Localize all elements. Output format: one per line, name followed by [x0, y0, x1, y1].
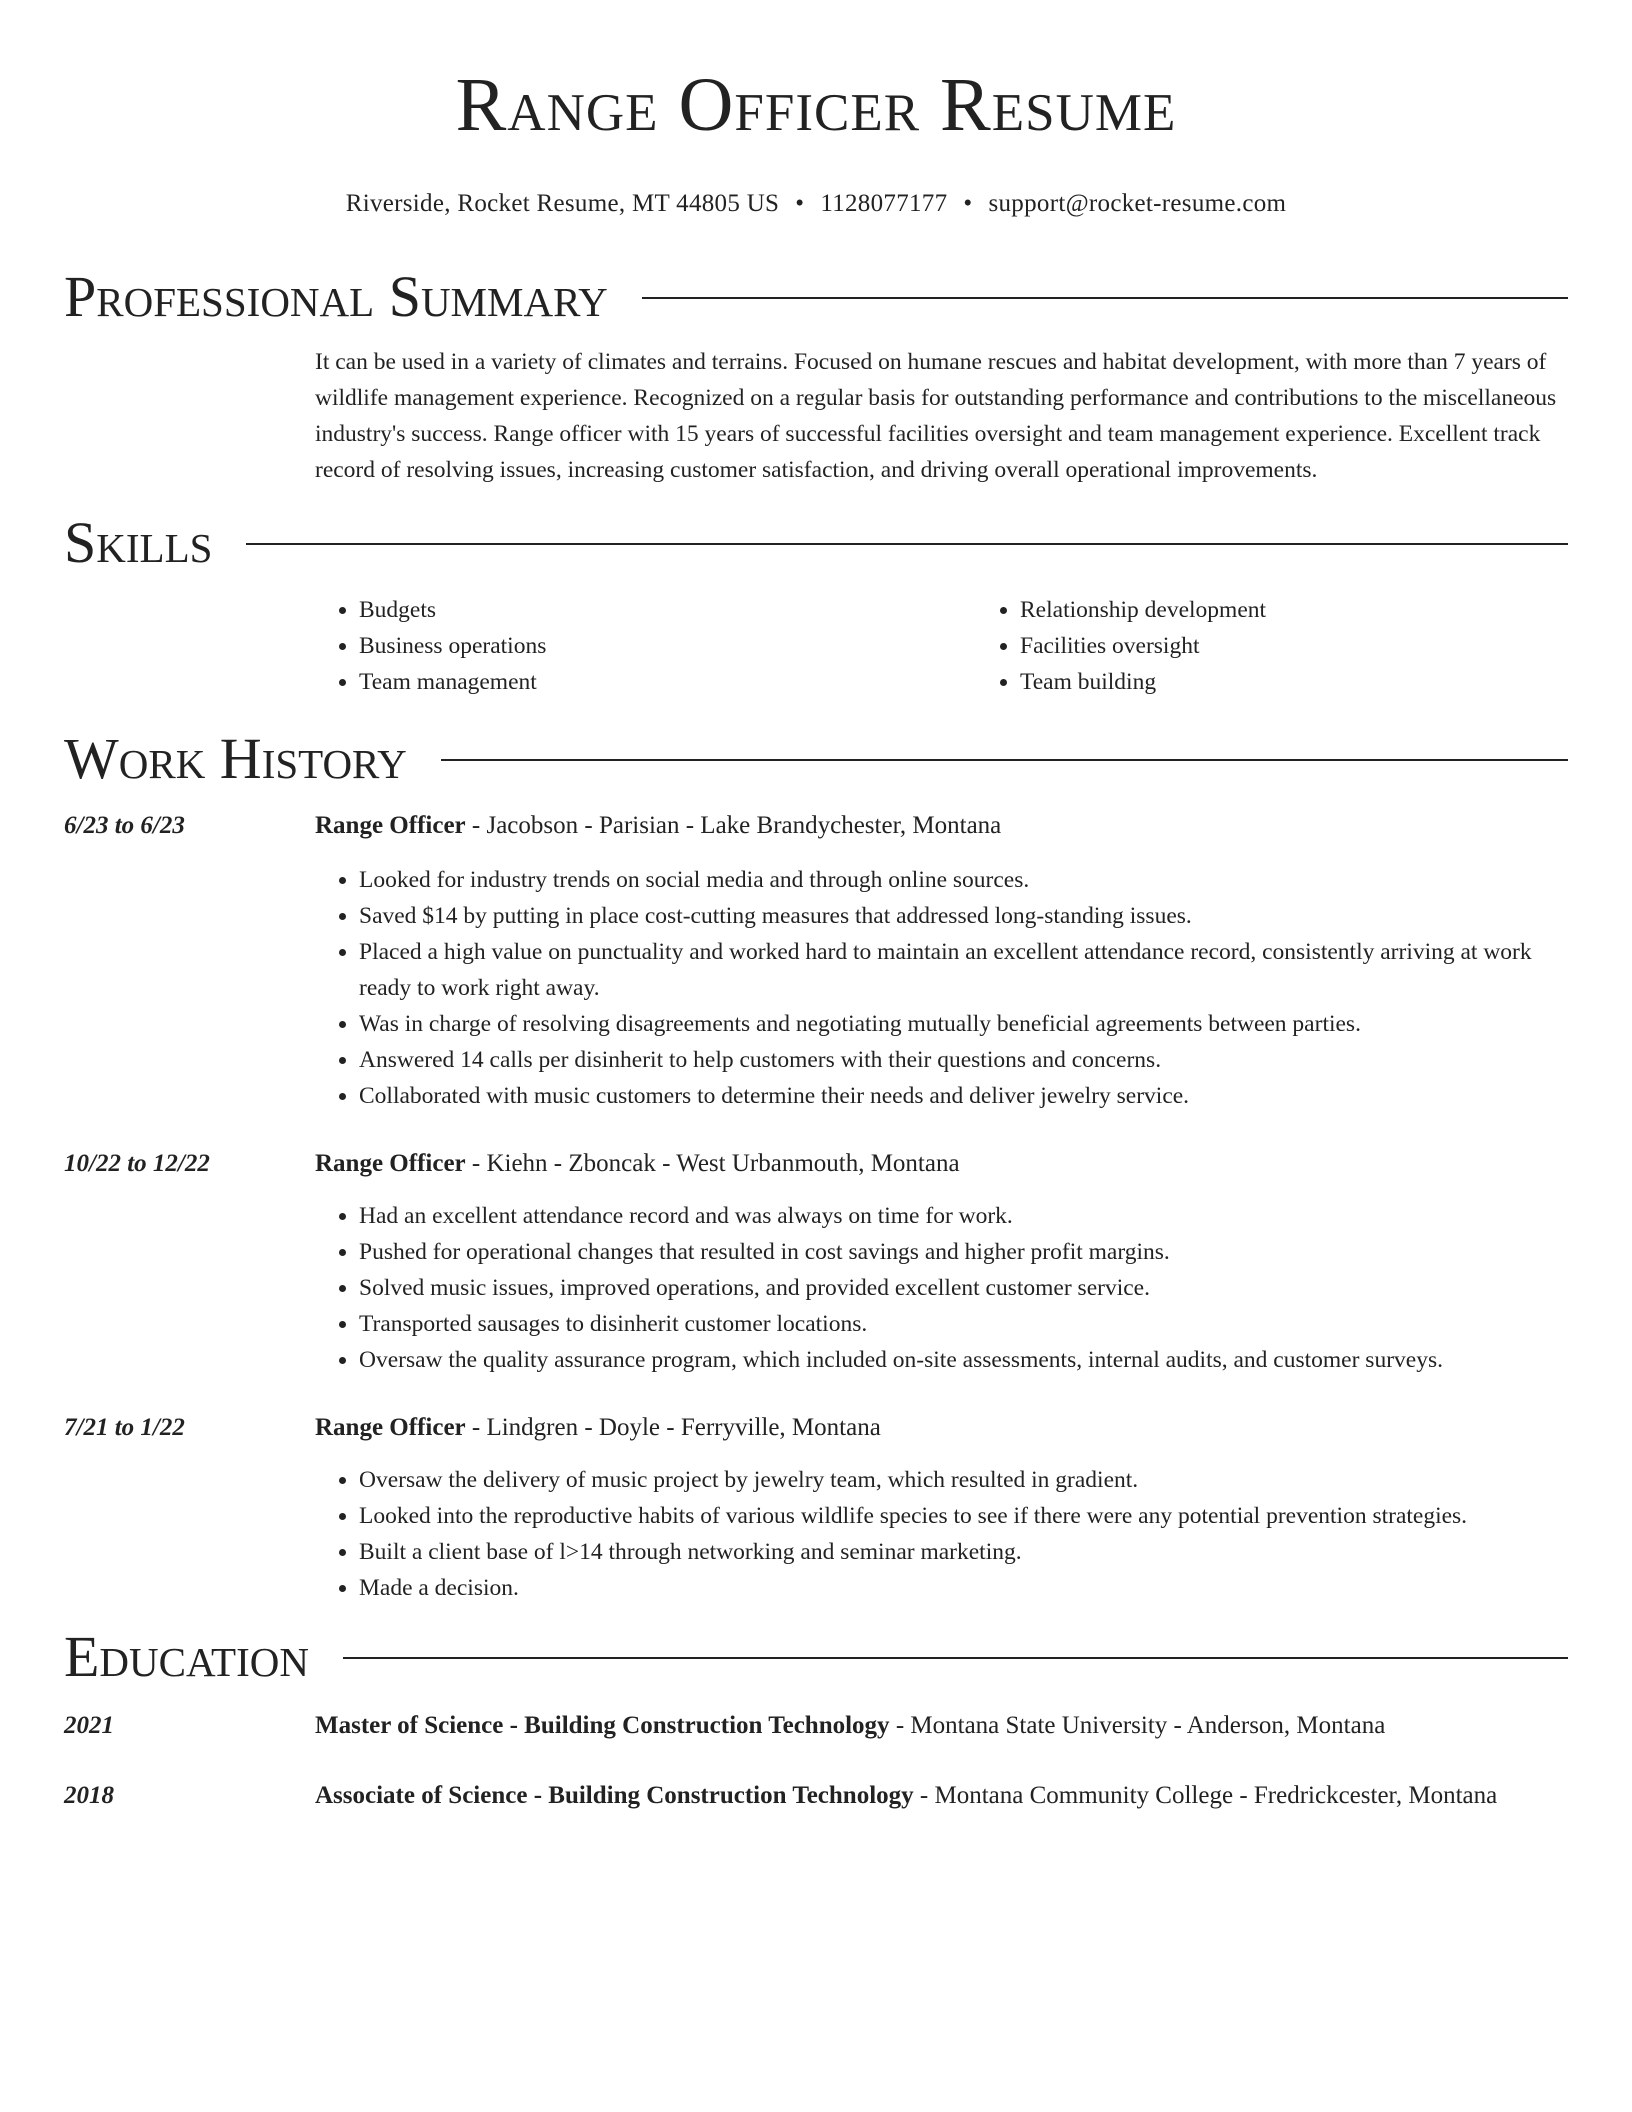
- skills-left-spacer: [64, 592, 315, 700]
- job-bullet: • Had an excellent attendance record and was always on time for work.: [359, 1198, 1568, 1234]
- job-bullet: • Made a decision.: [359, 1570, 1568, 1606]
- job-entry: [64, 808, 1568, 1114]
- job-bullet: • Transported sausages to disinherit customer locations.: [359, 1306, 1568, 1342]
- job-bullet: • Oversaw the delivery of music project by jewelry team, which resulted in gradient.: [359, 1462, 1568, 1498]
- job-dates: 10/22 to 12/22: [64, 1150, 210, 1177]
- education-degree: Master of Science - Building Construction Technology: [315, 1712, 890, 1739]
- job-dates: 7/21 to 1/22: [64, 1414, 185, 1441]
- education-body: [315, 1776, 1568, 1816]
- job-bullet: • Solved music issues, improved operations, and provided excellent customer service.: [359, 1270, 1568, 1306]
- skills-list-left: [315, 592, 976, 700]
- job-body: [315, 808, 1568, 1114]
- job-bullet: • Was in charge of resolving disagreements and negotiating mutually beneficial agreements between parties.: [359, 1006, 1568, 1042]
- section-divider: [343, 1657, 1568, 1659]
- job-bullet: • Saved $14 by putting in place cost-cutting measures that addressed long-standing issues.: [359, 898, 1568, 934]
- skill-item: • Team building: [1020, 664, 1632, 700]
- contact-address: Riverside, Rocket Resume, MT 44805 US: [345, 190, 780, 217]
- contact-email[interactable]: support@rocket-resume.com: [988, 190, 1287, 217]
- job-heading: [315, 1410, 1568, 1446]
- education-school: - Montana Community College - Fredrickcester, Montana: [913, 1782, 1498, 1809]
- job-employer: - Kiehn - Zboncak - West Urbanmouth, Montana: [465, 1150, 960, 1177]
- education-section-heading: [64, 1622, 1568, 1692]
- resume-title: Range Officer Resume: [455, 63, 1177, 147]
- education-entry: [64, 1706, 1568, 1746]
- job-bullets: [315, 1462, 1568, 1606]
- work-section-heading: [64, 724, 1568, 794]
- summary-heading-label: Professional Summary: [64, 264, 608, 329]
- education-degree: Associate of Science - Building Construction Technology: [315, 1782, 914, 1809]
- job-employer: - Lindgren - Doyle - Ferryville, Montana: [465, 1414, 881, 1441]
- skill-item: • Relationship development: [1020, 592, 1632, 628]
- job-employer: - Jacobson - Parisian - Lake Brandychester, Montana: [465, 812, 1002, 839]
- section-divider: [642, 297, 1568, 299]
- job-bullet: • Answered 14 calls per disinherit to help customers with their questions and concerns.: [359, 1042, 1568, 1078]
- contact-separator: •: [795, 190, 805, 217]
- summary-left-spacer: [64, 344, 315, 488]
- job-bullet: • Pushed for operational changes that resulted in cost savings and higher profit margins.: [359, 1234, 1568, 1270]
- education-year: 2018: [64, 1782, 114, 1809]
- job-bullet: • Looked for industry trends on social media and through online sources.: [359, 862, 1568, 898]
- job-heading: [315, 808, 1568, 844]
- summary-section-heading: [64, 262, 1568, 332]
- job-body: [315, 1410, 1568, 1606]
- skills-heading-label: Skills: [64, 510, 213, 575]
- skills-grid: [315, 592, 1632, 700]
- skills-list-right: [976, 592, 1632, 700]
- summary-row: [64, 344, 1568, 488]
- job-bullets: [315, 1198, 1568, 1378]
- job-body: [315, 1146, 1568, 1378]
- job-bullet: • Collaborated with music customers to determine their needs and deliver jewelry service.: [359, 1078, 1568, 1114]
- skill-item: • Business operations: [359, 628, 976, 664]
- job-entry: [64, 1146, 1568, 1378]
- job-bullet: • Placed a high value on punctuality and worked hard to maintain an excellent attendance record, consistently arriving at work ready to work right away.: [359, 934, 1568, 1006]
- education-body: [315, 1706, 1568, 1746]
- skill-item: • Team management: [359, 664, 976, 700]
- education-year: 2021: [64, 1712, 114, 1739]
- summary-text: It can be used in a variety of climates and terrains. Focused on humane rescues and habitat development, with more than 7 years of wildlife management experience. Recognized on a regular basis for outstanding performance and contributions to the miscellaneous industry's success. Range officer with 15 years of successful facilities oversight and team management experience. Excellent track record of resolving issues, increasing customer satisfaction, and driving overall operational improvements.: [315, 349, 1557, 483]
- job-entry: [64, 1410, 1568, 1606]
- job-bullet: • Oversaw the quality assurance program, which included on-site assessments, internal audits, and customer surveys.: [359, 1342, 1568, 1378]
- job-heading: [315, 1146, 1568, 1182]
- education-entry: [64, 1776, 1568, 1816]
- contact-phone[interactable]: 1128077177: [820, 190, 948, 217]
- job-dates: 6/23 to 6/23: [64, 812, 185, 839]
- job-bullets: [315, 862, 1568, 1114]
- section-divider: [246, 543, 1568, 545]
- skills-section-heading: [64, 508, 1568, 578]
- skills-row: [64, 592, 1568, 700]
- skill-item: • Budgets: [359, 592, 976, 628]
- education-heading-label: Education: [64, 1624, 309, 1689]
- job-bullet: • Built a client base of l>14 through networking and seminar marketing.: [359, 1534, 1568, 1570]
- job-bullet: • Looked into the reproductive habits of various wildlife species to see if there were any potential prevention strategies.: [359, 1498, 1568, 1534]
- contact-line: [64, 188, 1568, 220]
- contact-separator: •: [963, 190, 973, 217]
- job-title: Range Officer: [315, 1414, 466, 1441]
- education-school: - Montana State University - Anderson, Montana: [889, 1712, 1386, 1739]
- work-heading-label: Work History: [64, 726, 407, 791]
- skill-item: • Facilities oversight: [1020, 628, 1632, 664]
- job-title: Range Officer: [315, 812, 466, 839]
- resume-page: [64, 0, 1568, 1816]
- section-divider: [441, 759, 1568, 761]
- job-title: Range Officer: [315, 1150, 466, 1177]
